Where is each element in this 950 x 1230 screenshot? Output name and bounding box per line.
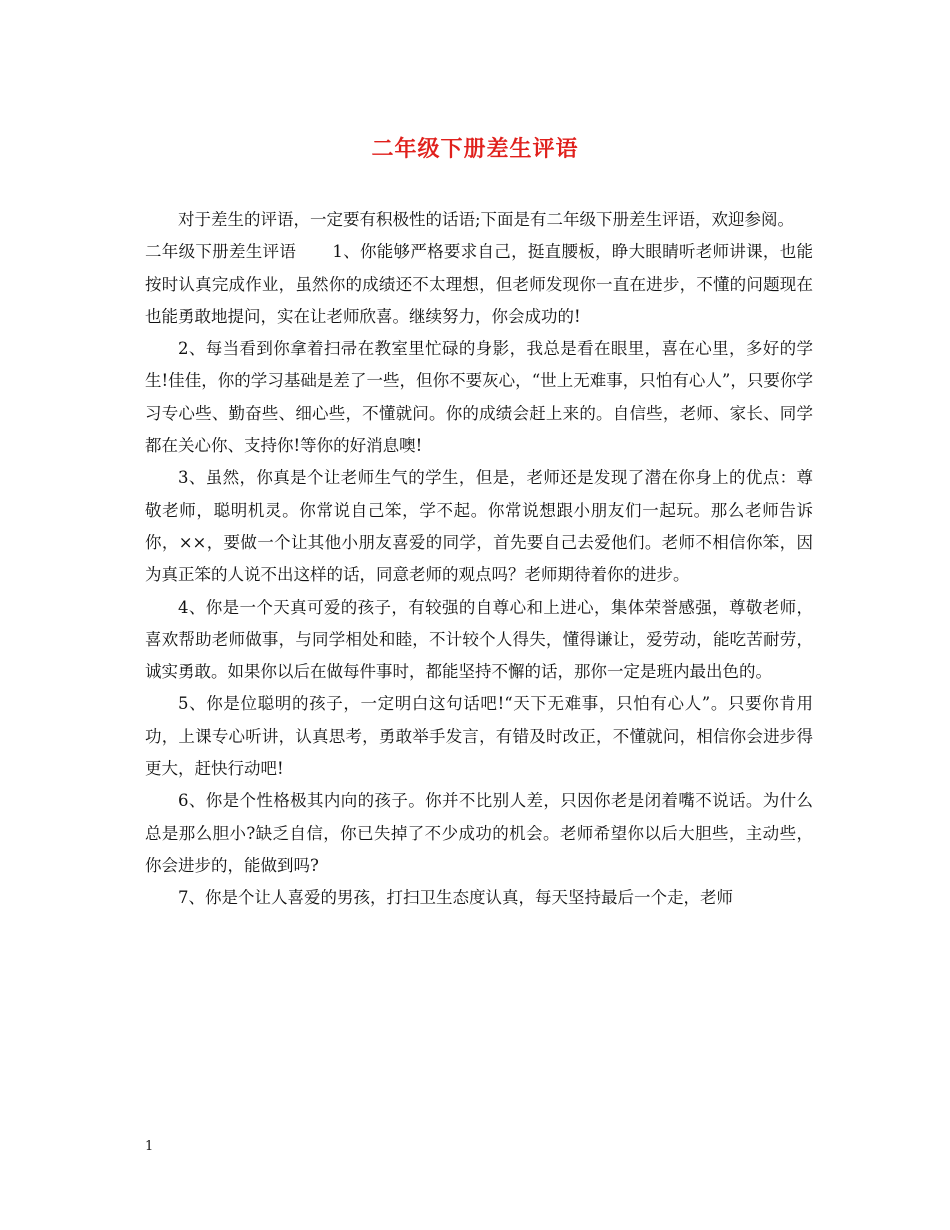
section-heading: 二年级下册差生评语 (145, 242, 297, 262)
paragraph-1-text: 1、你能够严格要求自己，挺直腰板，睁大眼睛听老师讲课，也能按时认真完成作业，虽然你的成绩还不太理想，但老师发现你一直在进步，不懂的问题现在也能勇敢地提问，实在让老师欣喜。继续努力，你会成功的! (145, 242, 814, 326)
paragraph-6: 6、你是个性格极其内向的孩子。你并不比别人差，只因你老是闭着嘴不说话。为什么总是那么胆小?缺乏自信，你已失掉了不少成功的机会。老师希望你以后大胆些，主动些，你会进步的，能做到吗? (145, 791, 813, 875)
intro-paragraph: 对于差生的评语，一定要有积极性的话语;下面是有二年级下册差生评语，欢迎参阅。 (178, 210, 795, 229)
document-body (145, 204, 813, 915)
paragraph-3: 3、虽然，你真是个让老师生气的学生，但是，老师还是发现了潜在你身上的优点：尊敬老师，聪明机灵。你常说自己笨，学不起。你常说想跟小朋友们一起玩。那么老师告诉你，××，要做一个让其他小朋友喜爱的同学，首先要自己去爱他们。老师不相信你笨，因为真正笨的人说不出这样的话，同意老师的观点吗？老师期待着你的进步。 (145, 468, 813, 585)
paragraph-7: 7、你是个让人喜爱的男孩，打扫卫生态度认真，每天坚持最后一个走，老师 (178, 888, 733, 908)
paragraph-2: 2、每当看到你拿着扫帚在教室里忙碌的身影，我总是看在眼里，喜在心里，多好的学生!佳佳，你的学习基础是差了一些，但你不要灰心，“世上无难事，只怕有心人”，只要你学习专心些、勤奋些、细心些，不懂就问。你的成绩会赶上来的。自信些，老师、家长、同学都在关心你、支持你!等你的好消息噢! (145, 339, 813, 456)
page-number: 1 (145, 1139, 154, 1154)
paragraph-1 (145, 236, 813, 333)
paragraph-4: 4、你是一个天真可爱的孩子，有较强的自尊心和上进心，集体荣誉感强，尊敬老师，喜欢帮助老师做事，与同学相处和睦，不计较个人得失，懂得谦让，爱劳动，能吃苦耐劳，诚实勇敢。如果你以后在做每件事时，都能坚持不懈的话，那你一定是班内最出色的。 (145, 597, 813, 682)
paragraph-5: 5、你是位聪明的孩子，一定明白这句话吧!“天下无难事，只怕有心人”。只要你肯用功，上课专心听讲，认真思考，勇敢举手发言，有错及时改正，不懂就问，相信你会进步得更大，赶快行动吧! (145, 694, 813, 779)
document-title: 二年级下册差生评语 (371, 136, 579, 162)
